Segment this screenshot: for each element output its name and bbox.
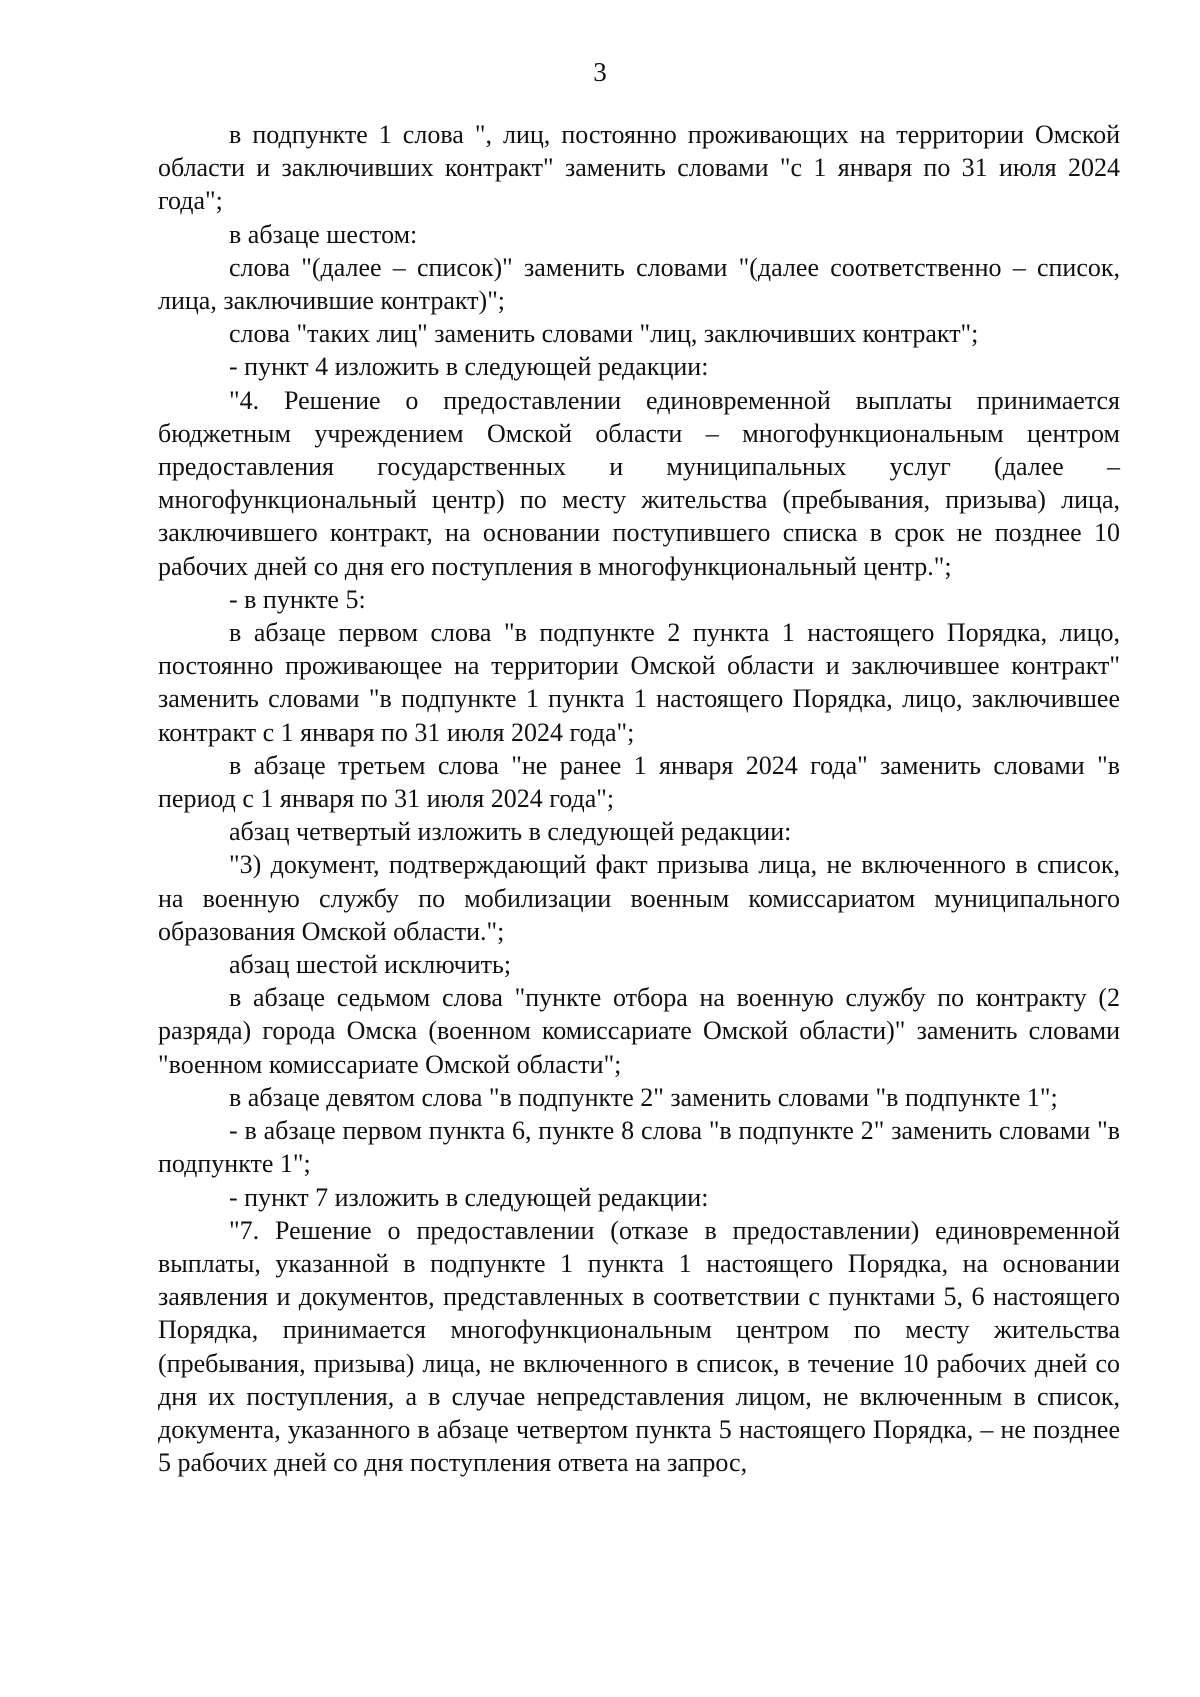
paragraph: абзац четвертый изложить в следующей редакции: — [229, 817, 792, 847]
document-body — [158, 118, 1120, 1479]
paragraph: - пункт 4 изложить в следующей редакции: — [229, 352, 709, 382]
paragraph: "4. Решение о предоставлении единовременной выплаты принимается бюджетным учреждением Омской области – многофункциональным центром предоставления государственных и муниципальных услуг (далее – многофункциональный центр) по месту жительства (пребывания, призыва) лица, заключившего контракт, на основании поступившего списка в срок не позднее 10 рабочих дней со дня его поступления в многофункциональный центр."; — [158, 385, 1120, 581]
paragraph: в абзаце шестом: — [229, 219, 418, 249]
paragraph: слова "(далее – список)" заменить словами "(далее соответственно – список, лица, заключившие контракт)"; — [158, 252, 1120, 316]
page-number: 3 — [593, 57, 607, 87]
paragraph: - в абзаце первом пункта 6, пункте 8 слова "в подпункте 2" заменить словами "в подпункте 1"; — [158, 1116, 1120, 1179]
paragraph: в абзаце первом слова "в подпункте 2 пункта 1 настоящего Порядка, лицо, постоянно проживающее на территории Омской области и заключившее контракт" заменить словами "в подпункте 1 пункта 1 настоящего Порядка, лицо, заключившее контракт с 1 января по 31 июля 2024 года"; — [158, 618, 1120, 747]
paragraph: абзац шестой исключить; — [229, 950, 512, 980]
paragraph: в абзаце третьем слова "не ранее 1 января 2024 года" заменить словами "в период с 1 января по 31 июля 2024 года"; — [158, 750, 1120, 814]
paragraph: - пункт 7 изложить в следующей редакции: — [229, 1182, 709, 1212]
paragraph: в абзаце девятом слова "в подпункте 2" заменить словами "в подпункте 1"; — [229, 1082, 1058, 1112]
paragraph: "7. Решение о предоставлении (отказе в предоставлении) единовременной выплаты, указанной в подпункте 1 пункта 1 настоящего Порядка, на основании заявления и документов, представленных в соответствии с пунктами 5, 6 настоящего Порядка, принимается многофункциональным центром по месту жительства (пребывания, призыва) лица, не включенного в список, в течение 10 рабочих дней со дня их поступления, а в случае непредставления лицом, не включенным в список, документа, указанного в абзаце четвертом пункта 5 настоящего Порядка, – не позднее 5 рабочих дней со дня поступления ответа на запрос, — [158, 1215, 1120, 1478]
paragraph: "3) документ, подтверждающий факт призыва лица, не включенного в список, на военную службу по мобилизации военным комиссариатом муниципального образования Омской области."; — [158, 850, 1120, 946]
paragraph: в подпункте 1 слова ", лиц, постоянно проживающих на территории Омской области и заключивших контракт" заменить словами "с 1 января по 31 июля 2024 года"; — [158, 120, 1120, 216]
paragraph: - в пункте 5: — [229, 584, 366, 614]
paragraph: слова "таких лиц" заменить словами "лиц, заключивших контракт"; — [229, 319, 979, 349]
paragraph: в абзаце седьмом слова "пункте отбора на военную службу по контракту (2 разряда) города Омска (военном комиссариате Омской области)" заменить словами "военном комиссариате Омской области"; — [158, 983, 1120, 1079]
